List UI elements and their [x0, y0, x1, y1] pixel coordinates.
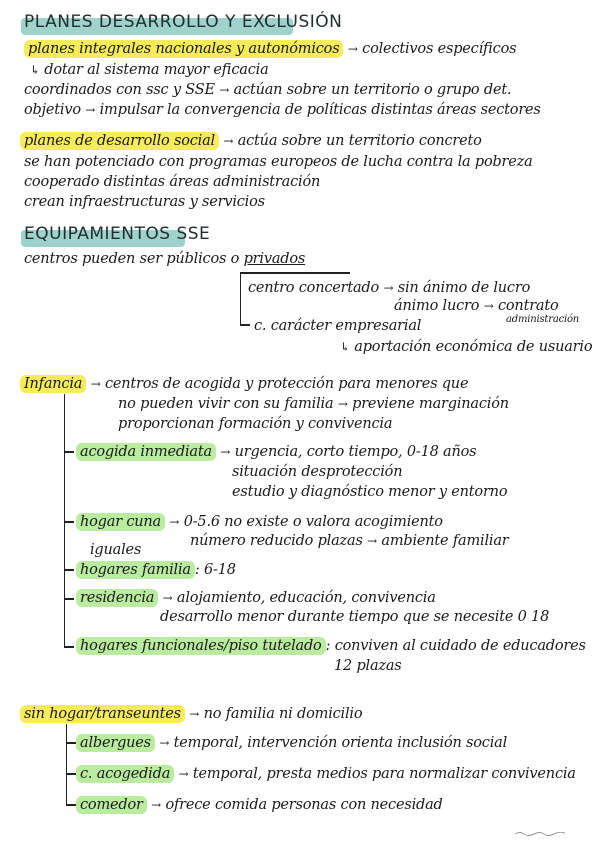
arrow-icon: → [383, 281, 394, 295]
arrow-icon: → [151, 798, 162, 812]
tree-line-infancia [64, 394, 65, 646]
line-situacion: situación desprotección [232, 464, 403, 480]
line-albergues: albergues → temporal, intervención orienta inclusión social [76, 734, 507, 752]
arrow-icon: → [347, 42, 358, 56]
line-iguales: iguales [90, 542, 142, 558]
hook-arrow-icon: ↳ [340, 340, 350, 354]
tree-line-equipamientos [240, 272, 241, 324]
arrow-icon: → [178, 767, 189, 781]
arrow-icon: → [219, 83, 230, 97]
tree-line-sin-hogar [66, 724, 67, 804]
line-objetivo: objetivo → impulsar la convergencia de políticas distintas áreas sectores [24, 102, 541, 118]
hook-arrow-icon: ↳ [30, 63, 40, 77]
line-comedor: comedor → ofrece comida personas con necesidad [76, 796, 443, 814]
line-empresarial: c. carácter empresarial [254, 318, 422, 334]
signature-mark [514, 830, 566, 838]
line-proporcionan: proporcionan formación y convivencia [118, 416, 393, 432]
arrow-icon: → [169, 515, 180, 529]
section-title-equipamientos: EQUIPAMIENTOS SSE [24, 224, 210, 244]
line-dotar: ↳ dotar al sistema mayor eficacia [30, 62, 269, 78]
line-no-pueden: no pueden vivir con su familia → previene marginación [118, 396, 509, 412]
line-numero-reducido: número reducido plazas → ambiente familiar [190, 533, 509, 549]
arrow-icon: → [90, 377, 101, 391]
line-desarrollo-social: planes de desarrollo social → actúa sobre un territorio concreto [20, 132, 482, 150]
arrow-icon: → [159, 736, 170, 750]
line-crean: crean infraestructuras y servicios [24, 194, 265, 210]
tree-tick [66, 742, 76, 744]
section-title-planes: PLANES DESARROLLO Y EXCLUSIÓN [24, 12, 342, 32]
line-concertado: centro concertado → sin ánimo de lucro [248, 280, 531, 296]
line-administracion: administración [506, 314, 580, 325]
arrow-icon: → [367, 534, 377, 548]
arrow-icon: → [223, 134, 234, 148]
line-hogar-cuna: hogar cuna → 0-5.6 no existe o valora acogimiento [76, 513, 443, 531]
line-desarrollo-menor: desarrollo menor durante tiempo que se necesite 0 18 [160, 609, 550, 625]
tree-tick [64, 451, 74, 453]
tree-tick [64, 646, 74, 648]
arrow-icon: → [162, 591, 173, 605]
tree-tick [240, 324, 250, 326]
tree-tick [64, 598, 74, 600]
arrow-icon: → [483, 299, 494, 313]
line-sin-hogar: sin hogar/transeuntes → no familia ni domicilio [20, 705, 362, 723]
tree-tick [64, 521, 74, 523]
line-coordinados: coordinados con ssc y SSE → actúan sobre un territorio o grupo det. [24, 82, 512, 98]
line-hogares-familia: hogares familia : 6-18 [76, 561, 236, 579]
line-hogares-funcionales: hogares funcionales/piso tutelado : conviven al cuidado de educadores [76, 637, 586, 655]
tree-tick [66, 804, 76, 806]
line-animo-lucro: ánimo lucro → contrato [394, 298, 559, 314]
line-cooperado: cooperado distintas áreas administración [24, 174, 321, 190]
line-potenciado: se han potenciado con programas europeos de lucha contra la pobreza [24, 154, 533, 170]
tree-tick [66, 773, 76, 775]
line-centros-pueden: centros pueden ser públicos o privados [24, 251, 306, 267]
line-planes-integrales: planes integrales nacionales y autonómicos → colectivos específicos [24, 40, 516, 58]
line-estudio: estudio y diagnóstico menor y entorno [232, 484, 508, 500]
line-residencia: residencia → alojamiento, educación, convivencia [76, 589, 436, 607]
arrow-icon: → [220, 445, 231, 459]
tree-tick [240, 272, 350, 274]
arrow-icon: → [337, 397, 348, 411]
line-aportacion: ↳ aportación económica de usuario [340, 339, 593, 355]
line-acogida-inmediata: acogida inmediata → urgencia, corto tiempo, 0-18 años [76, 443, 476, 461]
line-12-plazas: 12 plazas [334, 658, 402, 674]
arrow-icon: → [189, 707, 200, 721]
line-infancia: Infancia → centros de acogida y protección para menores que [20, 375, 468, 393]
arrow-icon: → [85, 103, 96, 117]
line-c-acogedida: c. acogedida → temporal, presta medios para normalizar convivencia [76, 765, 576, 783]
tree-tick [64, 569, 74, 571]
